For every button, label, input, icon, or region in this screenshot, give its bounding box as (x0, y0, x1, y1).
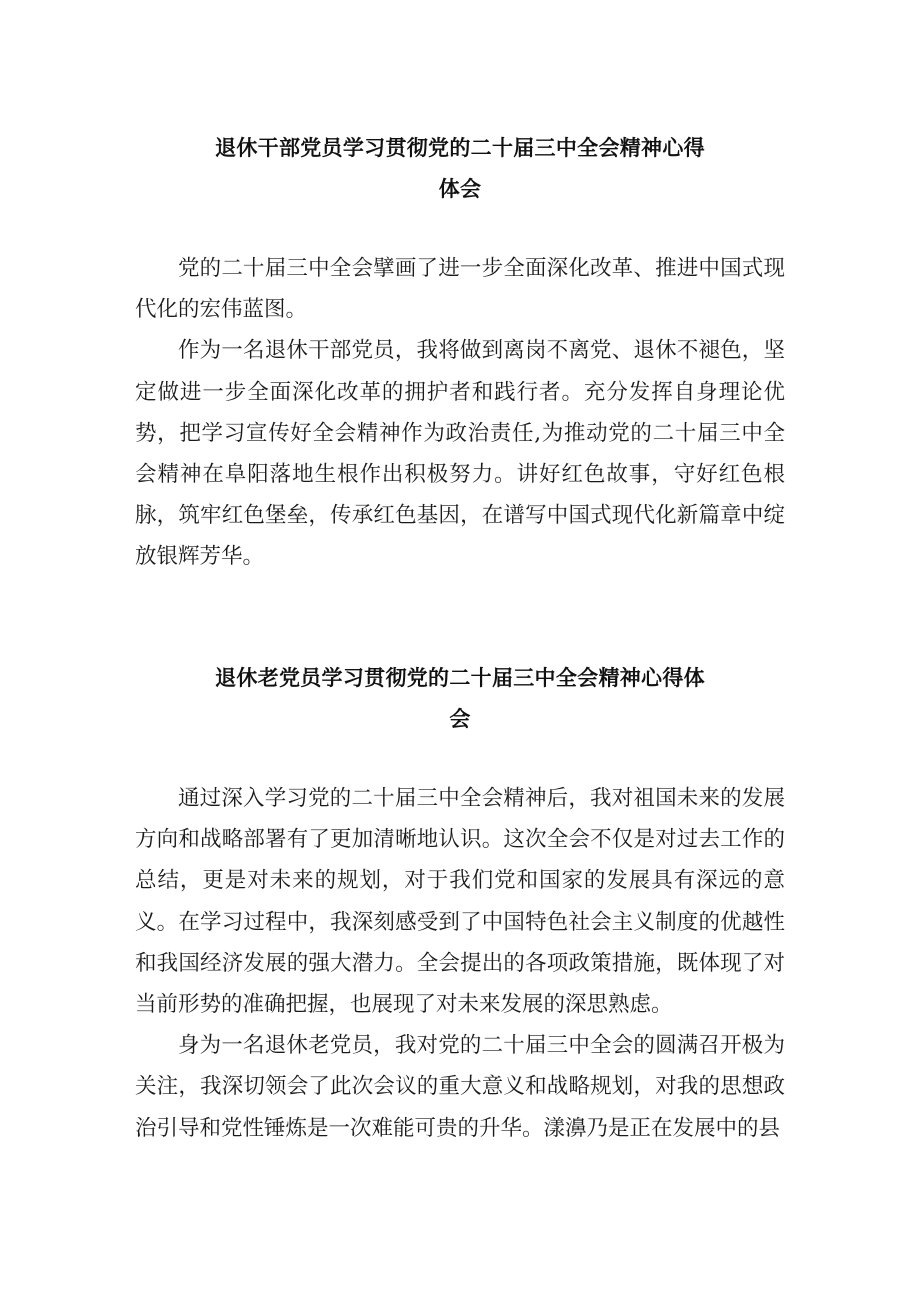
section-1-paragraph-1: 党的二十届三中全会擘画了进一步全面深化改革、推进中国式现代化的宏伟蓝图。 (135, 256, 785, 323)
section-2-title-line-1: 退休老党员学习贯彻党的二十届三中全会精神心得体 (215, 666, 705, 691)
section-2-title (0, 658, 920, 740)
section-2-title-line-2: 会 (449, 707, 471, 732)
section-1-title-line-1: 退休干部党员学习贯彻党的二十届三中全会精神心得 (215, 136, 705, 161)
section-2-body (135, 778, 785, 1149)
section-2-paragraph-1: 通过深入学习党的二十届三中全会精神后，我对祖国未来的发展方向和战略部署有了更加清晰地认识。这次全会不仅是对过去工作的总结，更是对未来的规划，对于我们党和国家的发展具有深远的意义。在学习过程中，我深刻感受到了中国特色社会主义制度的优越性和我国经济发展的强大潜力。全会提出的各项政策措施，既体现了对当前形势的准确把握，也展现了对未来发展的深思熟虑。 (135, 786, 785, 1018)
section-1-title-line-2: 体会 (438, 177, 482, 202)
section-1-paragraph-2: 作为一名退休干部党员，我将做到离岗不离党、退休不褪色，坚定做进一步全面深化改革的拥护者和践行者。充分发挥自身理论优势，把学习宣传好全会精神作为政治责任,为推动党的二十届三中全会精神在阜阳落地生根作出积极努力。讲好红色故事，守好红色根脉，筑牢红色堡垒，传承红色基因，在谱写中国式现代化新篇章中绽放银辉芳华。 (135, 338, 785, 570)
section-1-body (135, 248, 785, 578)
section-1-title (0, 128, 920, 210)
section-2-paragraph-2: 身为一名退休老党员，我对党的二十届三中全会的圆满召开极为关注，我深切领会了此次会议的重大意义和战略规划，对我的思想政治引导和党性锤炼是一次难能可贵的升华。漾濞乃是正在发展中的县 (135, 1033, 785, 1141)
